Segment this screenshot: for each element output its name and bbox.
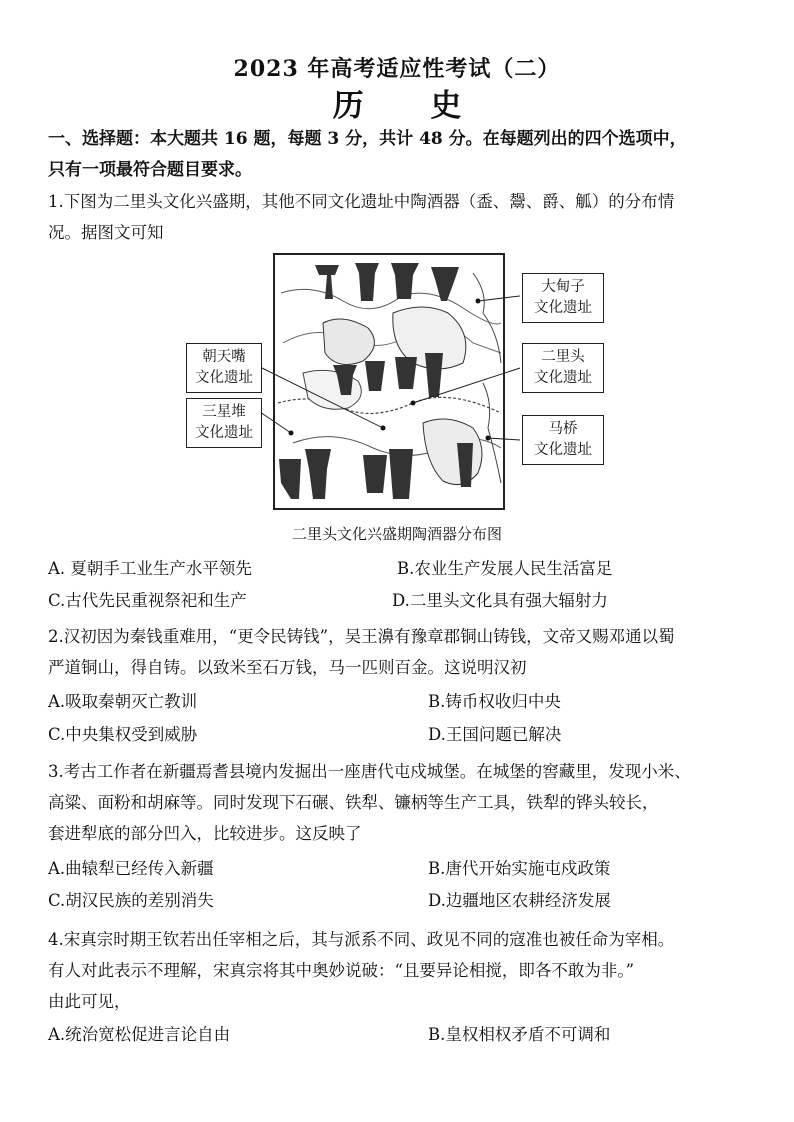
- option-a[interactable]: A.曲辕犁已经传入新疆: [48, 859, 214, 878]
- label-line: 大甸子: [541, 279, 585, 295]
- question-stem-line: 由此可见，: [48, 992, 131, 1011]
- option-b[interactable]: B.皇权相权矛盾不可调和: [428, 1025, 611, 1044]
- exam-title: 2023 年高考适应性考试（二）: [233, 56, 561, 82]
- label-line: 文化遗址: [534, 300, 592, 316]
- question-stem-line: 有人对此表示不理解，宋真宗将其中奥妙说破：“且要异论相搅，即各不敢为非。”: [48, 961, 635, 980]
- label-sanxingdui: [186, 398, 262, 448]
- option-b[interactable]: B.铸币权收归中央: [428, 692, 561, 711]
- label-line: 文化遗址: [195, 370, 253, 386]
- option-a[interactable]: A.吸取秦朝灭亡教训: [48, 692, 198, 711]
- label-line: 文化遗址: [534, 370, 592, 386]
- option-a[interactable]: A. 夏朝手工业生产水平领先: [48, 559, 252, 578]
- question-stem-line: 1.下图为二里头文化兴盛期，其他不同文化遗址中陶酒器（盉、鬶、爵、觚）的分布情: [48, 192, 675, 211]
- label-maqiao: [522, 415, 604, 465]
- question-stem-line: 高粱、面粉和胡麻等。同时发现下石碾、铁犁、镰柄等生产工具，铁犁的铧头较长，: [48, 793, 659, 812]
- section-header-line: 一、选择题：本大题共 16 题，每题 3 分，共计 48 分。在每题列出的四个选项中，: [48, 129, 687, 149]
- label-line: 文化遗址: [534, 442, 592, 458]
- question-stem-line: 3.考古工作者在新疆焉耆县境内发掘出一座唐代屯戍城堡。在城堡的窖藏里，发现小米、: [48, 762, 691, 781]
- option-c[interactable]: C.古代先民重视祭祀和生产: [48, 591, 247, 610]
- question-stem-line: 况。据图文可知: [48, 223, 164, 242]
- option-b[interactable]: B.农业生产发展人民生活富足: [397, 559, 613, 578]
- label-line: 朝天嘴: [202, 349, 246, 365]
- option-c[interactable]: C.中央集权受到威胁: [48, 725, 198, 744]
- question-stem-line: 套进犁底的部分凹入，比较进步。这反映了: [48, 824, 362, 843]
- label-datianzi: [522, 273, 604, 323]
- label-line: 三星堆: [202, 404, 246, 420]
- label-line: 文化遗址: [195, 425, 253, 441]
- question-4-stem: [48, 924, 760, 1017]
- label-line: 马桥: [548, 421, 578, 437]
- option-d[interactable]: D.边疆地区农耕经济发展: [428, 891, 611, 910]
- label-line: 二里头: [541, 349, 585, 365]
- option-d[interactable]: D.王国问题已解决: [428, 725, 562, 744]
- figure-caption: 二里头文化兴盛期陶酒器分布图: [291, 525, 502, 543]
- option-b[interactable]: B.唐代开始实施屯戍政策: [428, 859, 611, 878]
- question-2-stem: [48, 621, 760, 683]
- label-erlitou: [522, 343, 604, 393]
- subject-title: 历 史: [332, 88, 490, 124]
- question-stem-line: 2.汉初因为秦钱重难用，“更令民铸钱”，吴王濞有豫章郡铜山铸钱，文帝又赐邓通以蜀: [48, 627, 675, 646]
- option-d[interactable]: D.二里头文化具有强大辐射力: [392, 591, 608, 610]
- question-stem-line: 严道铜山，得自铸。以致米至石万钱，马一匹则百金。这说明汉初: [48, 658, 527, 677]
- question-stem-line: 4.宋真宗时期王钦若出任宰相之后，其与派系不同、政见不同的寇准也被任命为宰相。: [48, 930, 675, 949]
- question-3-stem: [48, 756, 760, 849]
- option-c[interactable]: C.胡汉民族的差别消失: [48, 891, 214, 910]
- option-a[interactable]: A.统治宽松促进言论自由: [48, 1025, 231, 1044]
- label-chaotianzui: [186, 343, 262, 393]
- section-header-line: 只有一项最符合题目要求。: [48, 160, 252, 180]
